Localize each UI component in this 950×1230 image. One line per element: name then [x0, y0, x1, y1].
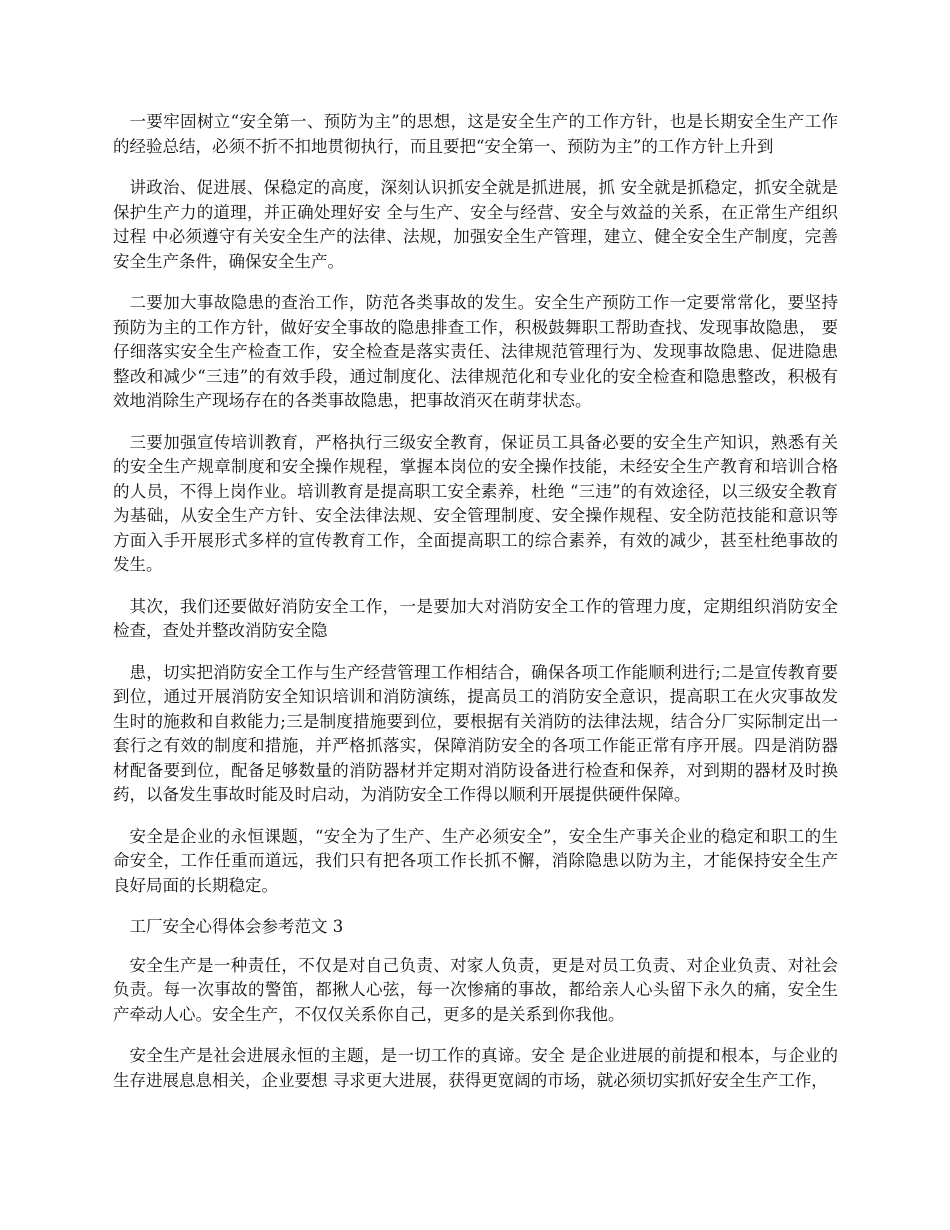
- paragraph-6: 患，切实把消防安全工作与生产经营管理工作相结合，确保各项工作能顺利进行;二是宣传教育要到位，通过开展消防安全知识培训和消防演练，提高员工的消防安全意识，提高职工在火灾事故发生时的施救和自救能力;三是制度措施要到位，要根据有关消防的法律法规，结合分厂实际制定出一套行之有效的制度和措施，并严格抓落实，保障消防安全的各项工作能正常有序开展。四是消防器材配备要到位，配备足够数量的消防器材并定期对消防设备进行检查和保养，对到期的器材及时换药，以备发生事故时能及时启动，为消防安全工作得以顺利开展提供硬件保障。: [113, 662, 838, 804]
- paragraph-1: 一要牢固树立“安全第一、预防为主”的思想，这是安全生产的工作方针，也是长期安全生产工作的经验总结，必须不折不扣地贯彻执行，而且要把“安全第一、预防为主”的工作方针上升到: [113, 112, 838, 156]
- paragraph-2: 讲政治、促进展、保稳定的高度，深刻认识抓安全就是抓进展，抓 安全就是抓稳定，抓安全就是保护生产力的道理，并正确处理好安 全与生产、安全与经营、安全与效益的关系，在正常生产组织过程 中必须遵守有关安全生产的法律、法规，加强安全生产管理，建立、健全安全生产制度，完善安全生产条件，确保安全生产。: [113, 178, 838, 271]
- section-heading: 工厂安全心得体会参考范文 3: [129, 917, 344, 936]
- paragraph-8: 安全生产是一种责任，不仅是对自己负责、对家人负责，更是对员工负责、对企业负责、对社会负责。每一次事故的警笛，都揪人心弦，每一次惨痛的事故，都给亲人心头留下永久的痛，安全生产牵动人心。安全生产，不仅仅关系你自己，更多的是关系到你我他。: [113, 955, 838, 1024]
- paragraph-3: 二要加大事故隐患的查治工作，防范各类事故的发生。安全生产预防工作一定要常常化，要坚持预防为主的工作方针，做好安全事故的隐患排查工作，积极鼓舞职工帮助查找、发现事故隐患， 要仔细落实安全生产检查工作，安全检查是落实责任、法律规范管理行为、发现事故隐患、促进隐患整改和减少“三违”的有效手段，通过制度化、法律规范化和专业化的安全检查和隐患整改，积极有效地消除生产现场存在的各类事故隐患，把事故消灭在萌芽状态。: [113, 293, 838, 410]
- document-body: [113, 110, 838, 1110]
- paragraph-9: 安全生产是社会进展永恒的主题，是一切工作的真谛。安全 是企业进展的前提和根本，与企业的生存进展息息相关，企业要想 寻求更大进展，获得更宽阔的市场，就必须切实抓好安全生产工作，: [113, 1046, 838, 1090]
- paragraph-7: 安全是企业的永恒课题，“安全为了生产、生产必须安全”，安全生产事关企业的稳定和职工的生命安全，工作任重而道远，我们只有把各项工作长抓不懈，消除隐患以防为主，才能保持安全生产良好局面的长期稳定。: [113, 826, 838, 895]
- paragraph-5: 其次，我们还要做好消防安全工作，一是要加大对消防安全工作的管理力度，定期组织消防安全检查，查处并整改消防安全隐: [113, 596, 838, 640]
- paragraph-4: 三要加强宣传培训教育，严格执行三级安全教育，保证员工具备必要的安全生产知识，熟悉有关的安全生产规章制度和安全操作规程，掌握本岗位的安全操作技能，未经安全生产教育和培训合格的人员，不得上岗作业。培训教育是提高职工安全素养，杜绝 “三违”的有效途径，以三级安全教育为基础，从安全生产方针、安全法律法规、安全管理制度、安全操作规程、安全防范技能和意识等方面入手开展形式多样的宣传教育工作，全面提高职工的综合素养，有效的减少，甚至杜绝事故的发生。: [113, 432, 838, 574]
